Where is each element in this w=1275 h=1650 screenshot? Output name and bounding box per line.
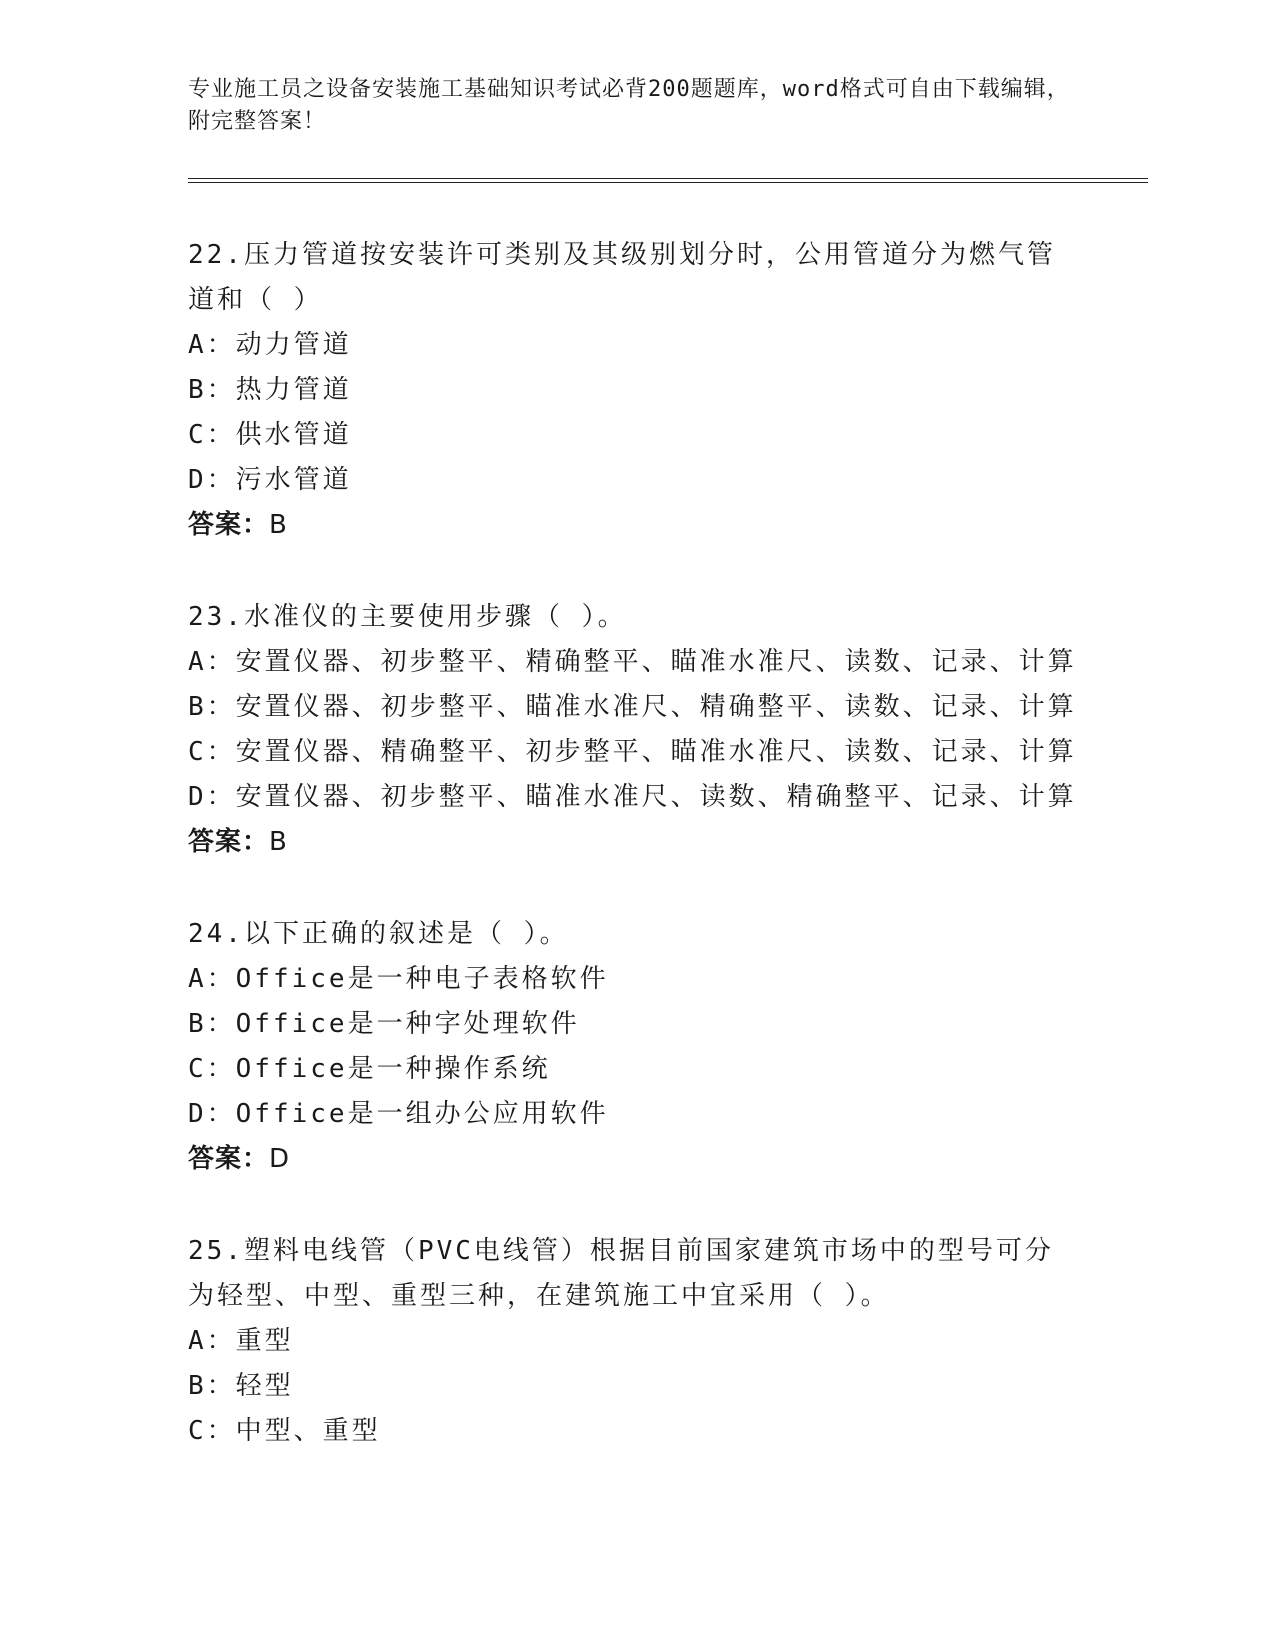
- answer-label: 答案：: [188, 1144, 270, 1174]
- option-c: C：供水管道: [188, 420, 352, 450]
- option-b: B：轻型: [188, 1371, 294, 1401]
- option-d: D：污水管道: [188, 465, 352, 495]
- answer-line: [188, 820, 1148, 865]
- option-b: B：安置仪器、初步整平、瞄准水准尺、精确整平、读数、记录、计算: [188, 692, 1077, 722]
- answer-value: B: [269, 827, 288, 857]
- document-header: 专业施工员之设备安装施工基础知识考试必背200题题库，word格式可自由下载编辑，附完整答案！: [188, 77, 1070, 134]
- option-a: A：动力管道: [188, 330, 352, 360]
- question-list: [188, 233, 1148, 1501]
- answer-value: B: [269, 510, 288, 540]
- answer-value: D: [269, 1144, 291, 1174]
- answer-label: 答案：: [188, 827, 270, 857]
- option-b: B：Office是一种字处理软件: [188, 1009, 580, 1039]
- question-24: [188, 912, 1148, 1182]
- option-a: A：重型: [188, 1326, 294, 1356]
- question-22: [188, 233, 1148, 548]
- question-stem: 23.水准仪的主要使用步骤（ ）。: [188, 602, 627, 632]
- option-d: D：安置仪器、初步整平、瞄准水准尺、读数、精确整平、记录、计算: [188, 782, 1077, 812]
- question-stem: 24.以下正确的叙述是（ ）。: [188, 919, 569, 949]
- answer-label: 答案：: [188, 510, 270, 540]
- option-b: B：热力管道: [188, 375, 352, 405]
- question-stem: 22.压力管道按安装许可类别及其级别划分时，公用管道分为燃气管道和（ ）: [188, 240, 1056, 315]
- option-c: C：安置仪器、精确整平、初步整平、瞄准水准尺、读数、记录、计算: [188, 737, 1077, 767]
- question-23: [188, 595, 1148, 865]
- answer-line: [188, 1137, 1148, 1182]
- question-stem: 25.塑料电线管（PVC电线管）根据目前国家建筑市场中的型号可分为轻型、中型、重型三种，在建筑施工中宜采用（ ）。: [188, 1236, 1054, 1311]
- option-d: D：Office是一组办公应用软件: [188, 1099, 609, 1129]
- answer-line: [188, 503, 1148, 548]
- option-c: C：Office是一种操作系统: [188, 1054, 551, 1084]
- question-25: [188, 1229, 1148, 1454]
- option-a: A：Office是一种电子表格软件: [188, 964, 609, 994]
- option-a: A：安置仪器、初步整平、精确整平、瞄准水准尺、读数、记录、计算: [188, 647, 1077, 677]
- option-c: C：中型、重型: [188, 1416, 381, 1446]
- header-divider: [188, 178, 1148, 183]
